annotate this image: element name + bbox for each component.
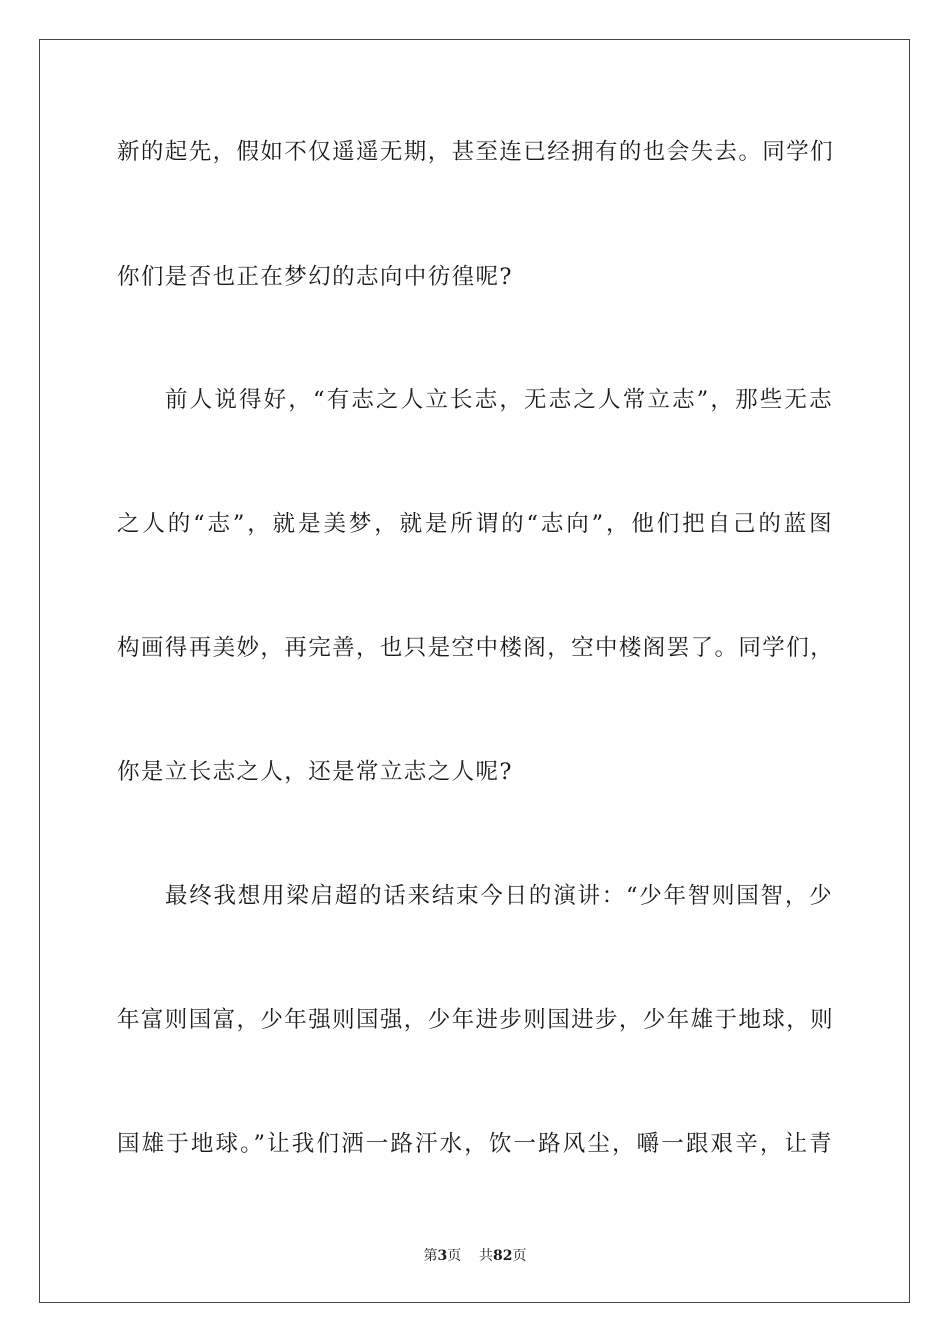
paragraph-line-4: 之人的“志”，就是美梦，就是所谓的“志向”，他们把自己的蓝图 [117,511,833,537]
page-number-prefix: 第 [423,1248,438,1264]
total-pages-prefix: 共 [479,1248,494,1264]
page-number: 3 [437,1248,448,1264]
total-pages: 82 [493,1248,513,1264]
page-number-suffix: 页 [447,1248,462,1264]
paragraph-line-3: 前人说得好，“有志之人立长志，无志之人常立志”，那些无志 [165,387,833,413]
paragraph-line-7: 最终我想用梁启超的话来结束今日的演讲：“少年智则国智，少 [165,883,833,909]
total-pages-suffix: 页 [512,1248,527,1264]
page-border [39,39,910,1303]
paragraph-line-6: 你是立长志之人，还是常立志之人呢? [117,759,513,785]
paragraph-line-5: 构画得再美妙，再完善，也只是空中楼阁，空中楼阁罢了。同学们， [117,635,835,661]
paragraph-line-2: 你们是否也正在梦幻的志向中彷徨呢? [117,264,513,290]
paragraph-line-1: 新的起先，假如不仅遥遥无期，甚至连已经拥有的也会失去。同学们 [117,139,835,165]
paragraph-line-8: 年富则国富，少年强则国强，少年进步则国进步，少年雄于地球，则 [117,1007,835,1033]
paragraph-line-9: 国雄于地球。”让我们洒一路汗水，饮一路风尘，嚼一跟艰辛，让青 [117,1131,833,1157]
page-footer [0,1247,950,1265]
